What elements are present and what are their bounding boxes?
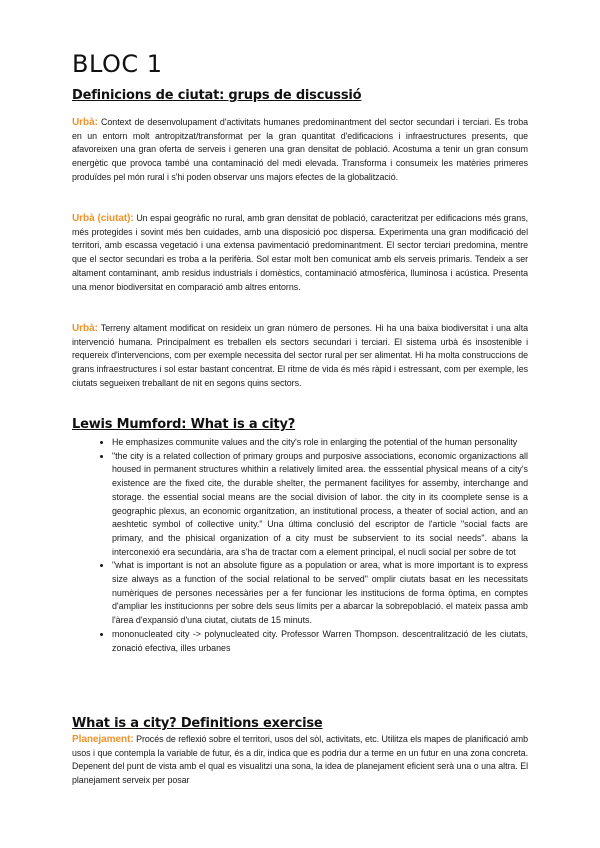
section-heading: Definicions de ciutat: grups de discussió: [72, 88, 362, 103]
list-item: • "the city is a related collection of primary groups and purposive associations, economic organizactions all housed in permanent structures whithin a relatively limited area. the esssential physical means of a city's existence are the fixed cite, the durable shelter, the permanent facilityes for assemby, interchange and storage. the essential social means are the social division of labor. the city in its coomplete sense is a geographic plexus, an economic organitzation, an institutional process, a theater of social action, and an aeshtetic symbol of collective unity." Una última conclusió del escriptor de l'article "social facts are primary, and the phisical organization of a city must be subservient to its social needs". abans la interconexió era secundària, ara s'ha de tractar com a element principal, el nucli social per sobre de tot: [112, 450, 528, 560]
definition-text: Procés de reflexió sobre el territori, usos del sòl, activitats, etc. Utilitza els mapes de planificació amb usos i que contempla la variable de futur, és a dir, indica que es podria dur a terme en un futur en una zona concreta. Depenent del punt de vista amb el qual es visualitzi una sona, la idea de planejament eficient serà una o una altra. El planejament serveix per posar: [72, 734, 528, 786]
definition-paragraph: [72, 116, 528, 185]
section-heading: Lewis Mumford: What is a city?: [72, 417, 296, 432]
definition-term: Planejament:: [72, 734, 134, 745]
definition-term: Urbà:: [72, 323, 98, 334]
definition-term: Urbà (ciutat):: [72, 213, 134, 224]
definition-text: Un espai geogràfic no rural, amb gran densitat de població, caracteritzat per edificacions més grans, més protegides i sovint més ben cuidades, amb una disposició poc dispersa. Experimenta una gran modificació del territori, amb escassa vegetació i una extensa pavimentació predominantment. El sector terciari predomina, mentre que el sector secundari es troba a la perifèria. Sol estar molt ben comunicat amb els serveis primaris. Tendeix a ser altament contaminant, amb residus industrials i domèstics, contaminació atmosfèrica, lluminosa i acústica. Presenta una menor biodiversitat en comparació amb altres entorns.: [72, 213, 529, 292]
list-item: • He emphasizes communite values and the city's role in enlarging the potential of the human personality: [112, 436, 528, 450]
bullet-list: [72, 436, 528, 655]
definition-text: Context de desenvolupament d'activitats humanes predominantment del sector secundari i terciari. Es troba en un entorn molt antropitzat/transformat per la gran quantitat d'edificacions i infraestructures presents, que afavoreixen una gran oferta de serveis i generen una gran densitat de població. Acostuma a tenir un gran consum energètic que provoca també una contaminació del medi elevada. Transforma i consumeix les matèries primeres produïdes pel món rural i s'hi poden observar uns majors efectes de la globalització.: [72, 117, 528, 182]
definition-text: Terreny altament modificat on resideix un gran número de persones. Hi ha una baixa biodiversitat i una alta intervenció humana. Principalment es treballen els sectors secundari i terciari. El sistema urbà és insostenible i requereix d'intervencions, com per exemple necessita del sector rural per ser alimentat. Hi ha molta construccions de grans infraestructures i sol estar bastant concentrat. El ritme de vida és més ràpid i estressant, com per exemple, les ciutats segueixen treballant de nit en segons quins sectors.: [72, 323, 528, 388]
section-definitions-exercise: [72, 716, 528, 788]
list-item: • "what is important is not an absolute figure as a population or area, what is more important is to express size always as a function of the social relational to be served" omplir ciutats basat en les necessitats numèriques de persones necessàries per a fer funcionar les institucions de forma òptima, en comptes d'ampliar les institucionns per sobre dels seus límits per a abarcar la sobrepoblació. el mateix passa amb l'àrea d'expansió d'una ciutat, ciutats de 15 minuts.: [112, 559, 528, 628]
page-title: BLOC 1: [72, 50, 163, 78]
list-item: • mononucleated city -> polynucleated city. Professor Warren Thompson. descentralització de les ciutats, zonació efectiva, illes urbanes: [112, 628, 528, 655]
definition-paragraph: [72, 212, 528, 294]
section-heading: What is a city? Definitions exercise: [72, 716, 323, 731]
definition-paragraph: [72, 322, 528, 391]
section-definicions: [72, 88, 528, 103]
section-mumford: [72, 417, 528, 655]
definition-term: Urbà:: [72, 117, 98, 128]
